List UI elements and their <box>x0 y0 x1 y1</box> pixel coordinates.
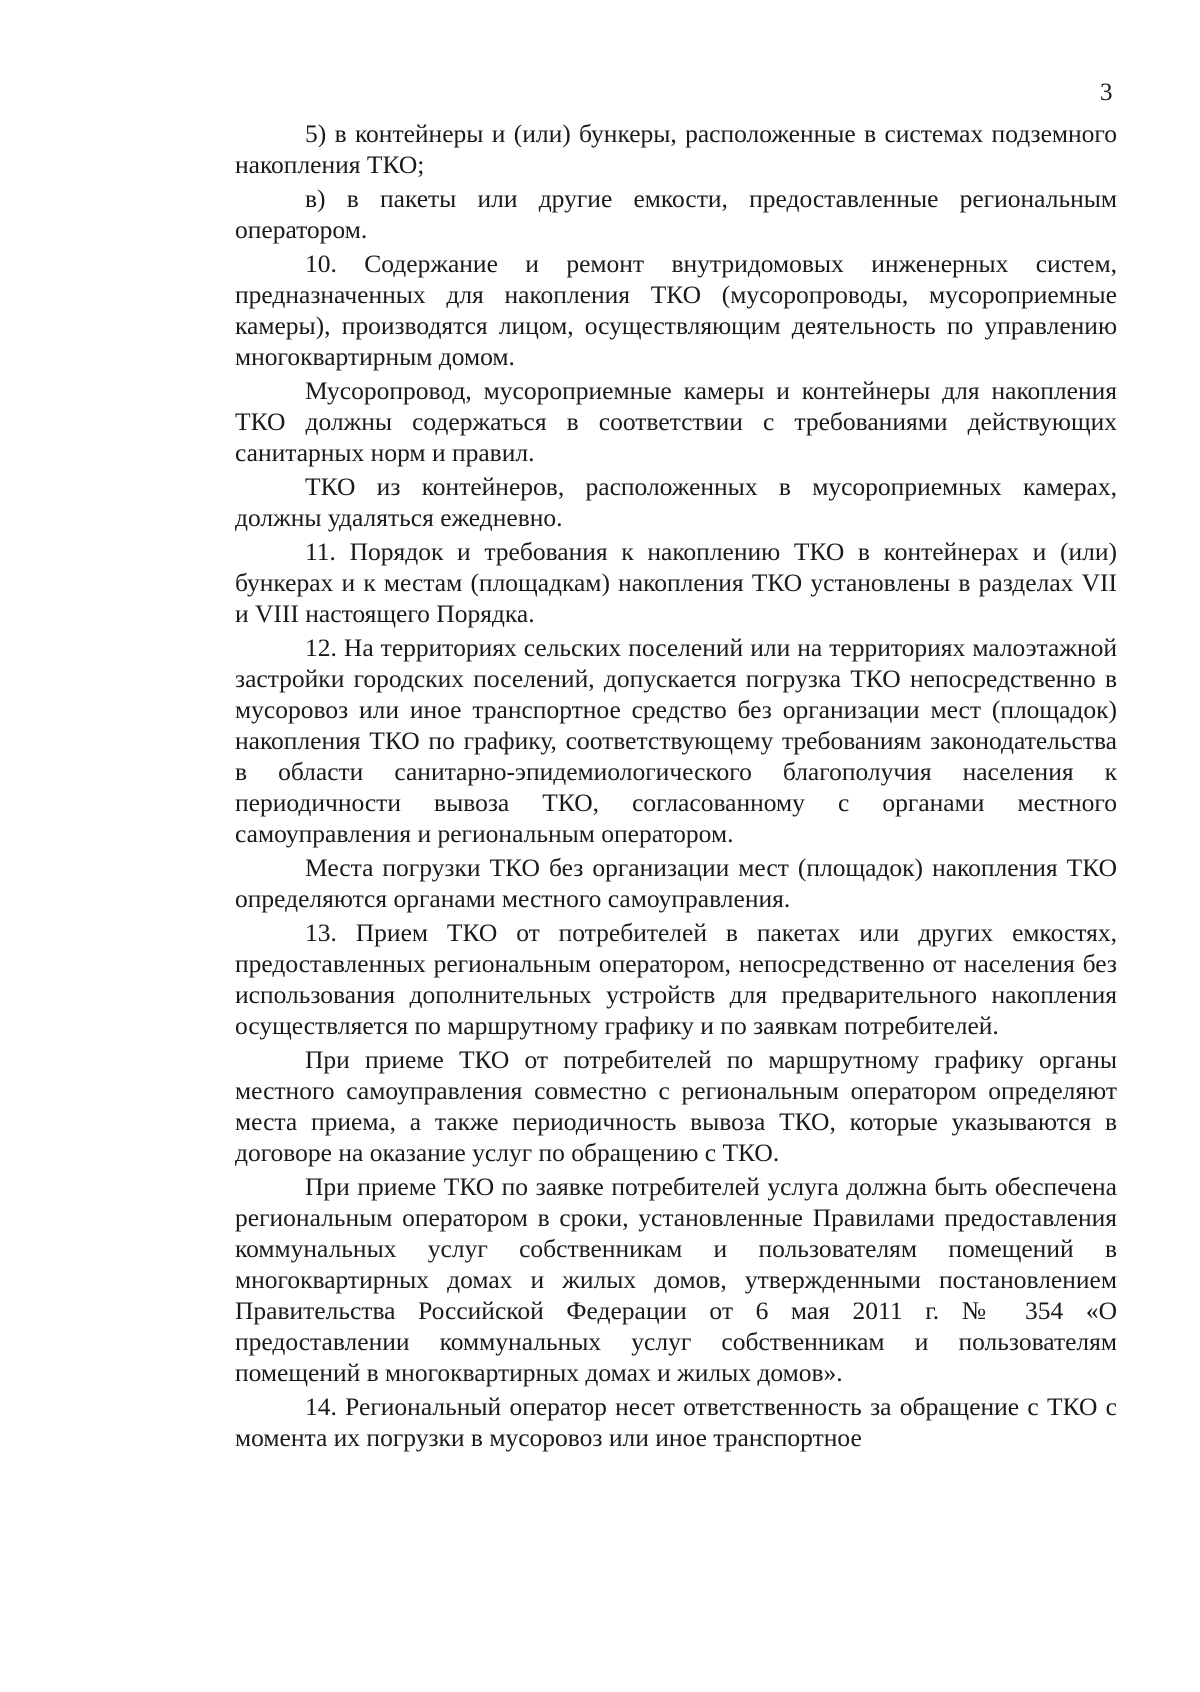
paragraph-item-9-v: в) в пакеты или другие емкости, предоставленные региональным оператором. <box>235 184 1117 244</box>
document-body <box>235 118 1117 1456</box>
paragraph-daily-removal: ТКО из контейнеров, расположенных в мусороприемных камерах, должны удаляться ежедневно. <box>235 472 1117 532</box>
paragraph-request-service: При приеме ТКО по заявке потребителей услуга должна быть обеспечена региональным оператором в сроки, установленные Правилами предоставления коммунальных услуг собственникам и пользователям помещений в многоквартирных домах и жилых домов, утвержденными постановлением Правительства Российской Федерации от 6 мая 2011 г. № 354 «О предоставлении коммунальных услуг собственникам и пользователям помещений в многоквартирных домах и жилых домов». <box>235 1172 1117 1387</box>
page-number: 3 <box>1100 79 1113 106</box>
paragraph-loading-places: Места погрузки ТКО без организации мест (площадок) накопления ТКО определяются органами местного самоуправления. <box>235 853 1117 913</box>
paragraph-item-14: 14. Региональный оператор несет ответственность за обращение с ТКО с момента их погрузки в мусоровоз или иное транспортное <box>235 1392 1117 1452</box>
paragraph-item-13: 13. Прием ТКО от потребителей в пакетах или других емкостях, предоставленных региональным оператором, непосредственно от населения без использования дополнительных устройств для предварительного накопления осуществляется по маршрутному графику и по заявкам потребителей. <box>235 918 1117 1040</box>
paragraph-route-schedule: При приеме ТКО от потребителей по маршрутному графику органы местного самоуправления совместно с региональным оператором определяют места приема, а также периодичность вывоза ТКО, которые указываются в договоре на оказание услуг по обращению с ТКО. <box>235 1045 1117 1167</box>
paragraph-item-10: 10. Содержание и ремонт внутридомовых инженерных систем, предназначенных для накопления ТКО (мусоропроводы, мусороприемные камеры), производятся лицом, осуществляющим деятельность по управлению многоквартирным домом. <box>235 249 1117 371</box>
paragraph-item-9-5: 5) в контейнеры и (или) бункеры, расположенные в системах подземного накопления ТКО; <box>235 119 1117 179</box>
paragraph-garbage-chute: Мусоропровод, мусороприемные камеры и контейнеры для накопления ТКО должны содержаться в соответствии с требованиями действующих санитарных норм и правил. <box>235 376 1117 467</box>
paragraph-item-11: 11. Порядок и требования к накоплению ТКО в контейнерах и (или) бункерах и к местам (площадкам) накопления ТКО установлены в разделах VII и VIII настоящего Порядка. <box>235 537 1117 628</box>
paragraph-item-12: 12. На территориях сельских поселений или на территориях малоэтажной застройки городских поселений, допускается погрузка ТКО непосредственно в мусоровоз или иное транспортное средство без организации мест (площадок) накопления ТКО по графику, соответствующему требованиям законодательства в области санитарно-эпидемиологического благополучия населения к периодичности вывоза ТКО, согласованному с органами местного самоуправления и региональным оператором. <box>235 633 1117 848</box>
